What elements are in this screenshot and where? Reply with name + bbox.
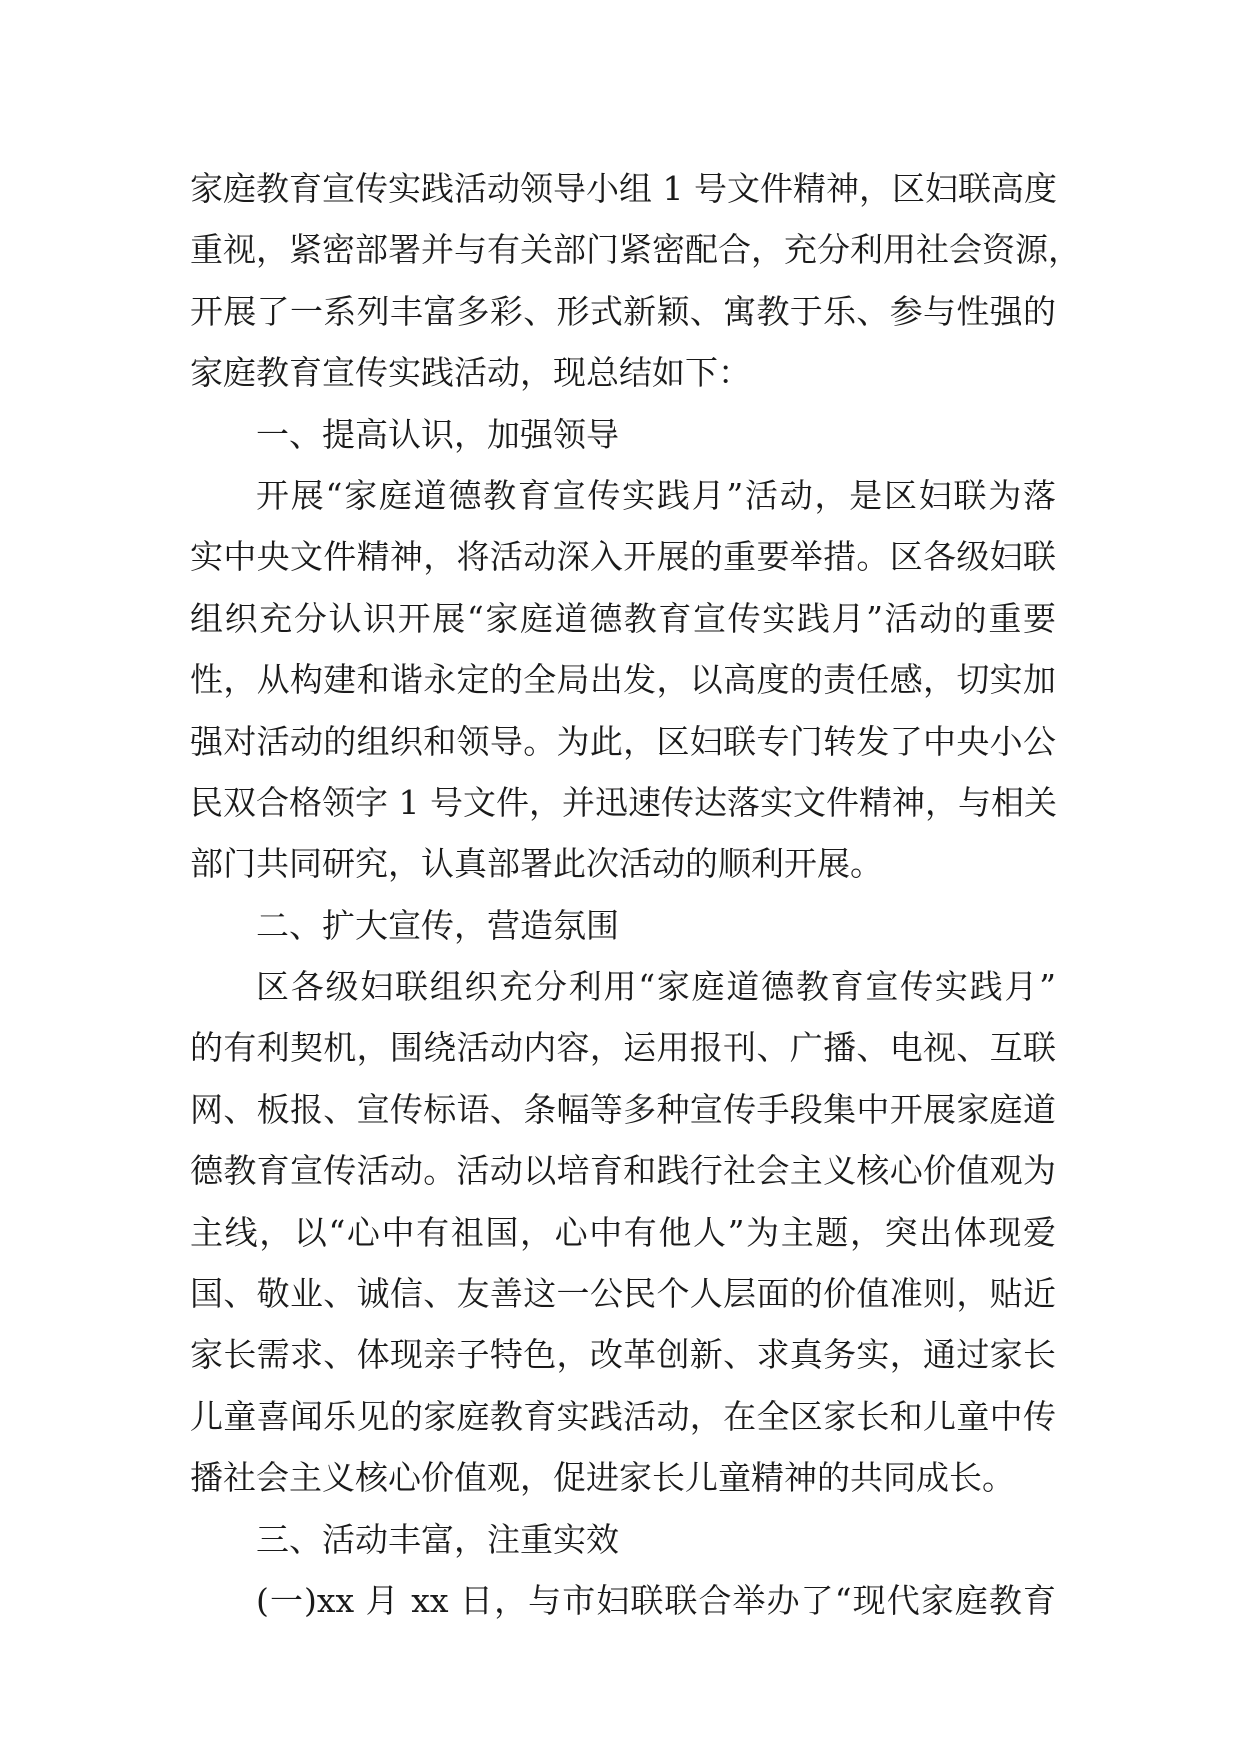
- text-line: 开展“家庭道德教育宣传实践月”活动，是区妇联为落: [256, 475, 1056, 515]
- text-line: 网、板报、宣传标语、条幅等多种宣传手段集中开展家庭道: [190, 1089, 1056, 1129]
- document-body: [190, 158, 1081, 1631]
- section-heading: 二、扩大宣传，营造氛围: [256, 905, 619, 945]
- text-line: 家长需求、体现亲子特色，改革创新、求真务实，通过家长: [190, 1335, 1056, 1375]
- text-line: 强对活动的组织和领导。为此，区妇联专门转发了中央小公: [190, 721, 1056, 761]
- text-line: 性，从构建和谐永定的全局出发，以高度的责任感，切实加: [190, 660, 1056, 700]
- text-line: 组织充分认识开展“家庭道德教育宣传实践月”活动的重要: [190, 598, 1056, 638]
- text-line: 儿童喜闻乐见的家庭教育实践活动，在全区家长和儿童中传: [190, 1396, 1056, 1436]
- text-line: 重视，紧密部署并与有关部门紧密配合，充分利用社会资源，: [190, 230, 1081, 270]
- text-line: 实中央文件精神，将活动深入开展的重要举措。区各级妇联: [190, 537, 1056, 577]
- text-line: 家庭教育宣传实践活动领导小组 1 号文件精神，区妇联高度: [190, 169, 1057, 208]
- text-line: 的有利契机，围绕活动内容，运用报刊、广播、电视、互联: [190, 1028, 1056, 1068]
- text-line: 播社会主义核心价值观，促进家长儿童精神的共同成长。: [190, 1458, 1015, 1498]
- text-line: 德教育宣传活动。活动以培育和践行社会主义核心价值观为: [190, 1151, 1056, 1191]
- text-line: 区各级妇联组织充分利用“家庭道德教育宣传实践月”: [256, 967, 1056, 1007]
- text-line: 主线，以“心中有祖国，心中有他人”为主题，突出体现爱: [190, 1212, 1056, 1252]
- text-line: 民双合格领字 1 号文件，并迅速传达落实文件精神，与相关: [190, 782, 1057, 822]
- section-heading: 三、活动丰富，注重实效: [256, 1519, 619, 1559]
- text-line: (一)xx 月 xx 日，与市妇联联合举办了“现代家庭教育: [256, 1580, 1056, 1620]
- text-line: 开展了一系列丰富多彩、形式新颖、寓教于乐、参与性强的: [190, 291, 1056, 331]
- text-line: 部门共同研究，认真部署此次活动的顺利开展。: [190, 844, 883, 884]
- section-heading: 一、提高认识，加强领导: [256, 414, 619, 454]
- text-line: 国、敬业、诚信、友善这一公民个人层面的价值准则，贴近: [190, 1274, 1056, 1314]
- text-line: 家庭教育宣传实践活动，现总结如下：: [190, 353, 751, 393]
